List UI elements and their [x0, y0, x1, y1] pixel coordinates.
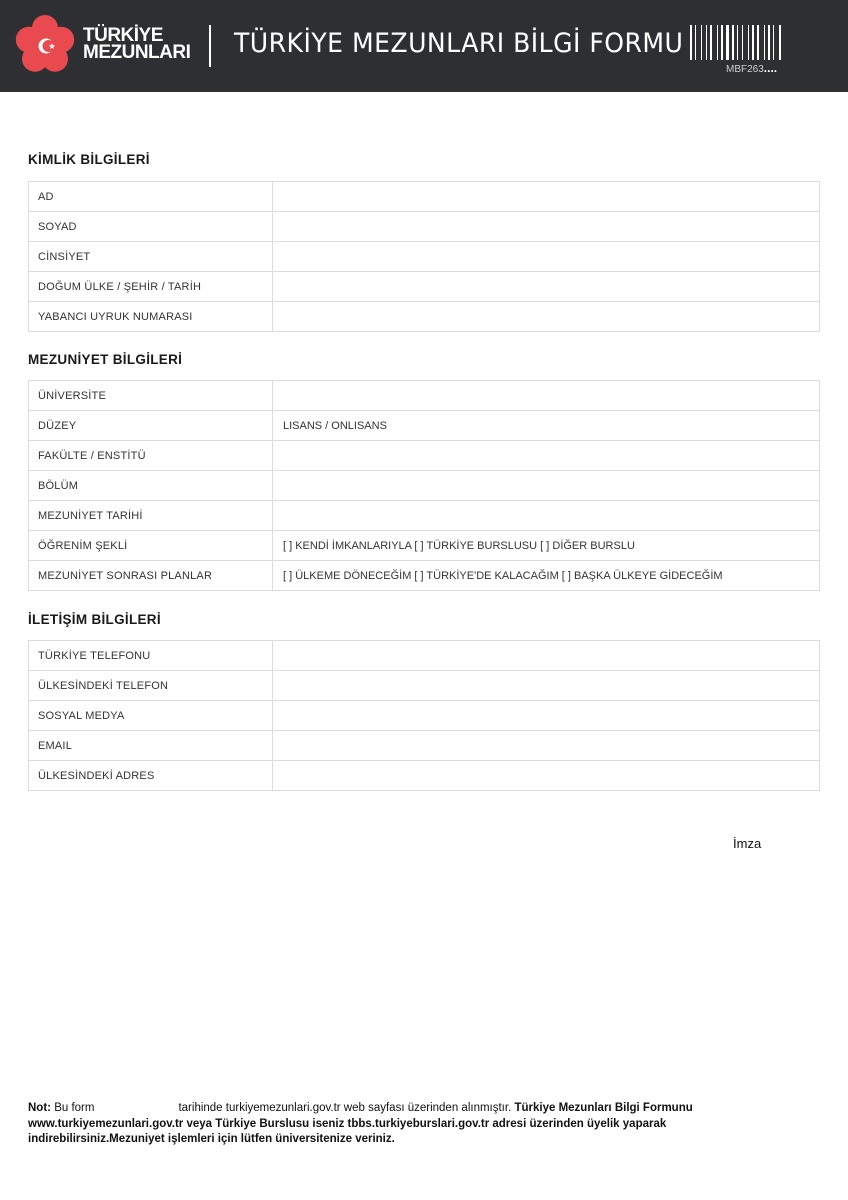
turkey-phone-label: TÜRKİYE TELEFONU [29, 641, 272, 670]
table-row [29, 701, 819, 730]
last-name-field[interactable] [273, 212, 819, 241]
gender-label: CİNSİYET [29, 242, 272, 271]
foreign-id-field[interactable] [273, 302, 819, 331]
table-row [29, 302, 819, 331]
department-label: BÖLÜM [29, 471, 272, 500]
table-row [29, 761, 819, 790]
birth-info-label: DOĞUM ÜLKE / ŞEHİR / TARİH [29, 272, 272, 301]
last-name-label: SOYAD [29, 212, 272, 241]
social-media-label: SOSYAL MEDYA [29, 701, 272, 730]
footer-note [28, 1101, 798, 1148]
birth-info-field[interactable] [273, 272, 819, 301]
table-row [29, 471, 819, 500]
table-row [29, 441, 819, 470]
post-graduation-plans-label: MEZUNİYET SONRASI PLANLAR [29, 561, 272, 590]
note-part-1: Bu form [54, 1102, 95, 1114]
table-row [29, 641, 819, 670]
page-title: TÜRKİYE MEZUNLARI BİLGİ FORMU [234, 28, 684, 59]
home-phone-label: ÜLKESİNDEKİ TELEFON [29, 671, 272, 700]
faculty-label: FAKÜLTE / ENSTİTÜ [29, 441, 272, 470]
table-row [29, 671, 819, 700]
study-type-label: ÖĞRENİM ŞEKLİ [29, 531, 272, 560]
turkiye-mezunlari-logo-icon [14, 14, 76, 76]
note-part-3: www.turkiyemezunlari.gov.tr veya Türkiye Burslusu iseniz tbbs.turkiyeburslari.gov.tr adresi üzerinden üyelik yaparak indirebilirsiniz.Mezuniyet işlemleri için lütfen üniversitenize veriniz. [28, 1117, 667, 1145]
note-prefix: Not: [28, 1102, 51, 1114]
note-part-2: tarihinde turkiyemezunlari.gov.tr web sayfası üzerinden alınmıştır. [178, 1102, 512, 1114]
form-code-value: MBF263 [726, 64, 764, 75]
table-row [29, 381, 819, 410]
table-row [29, 411, 819, 440]
turkey-phone-field[interactable] [273, 641, 819, 670]
identity-section-title: KİMLİK BİLGİLERİ [28, 152, 150, 167]
faculty-field[interactable] [273, 441, 819, 470]
social-media-field[interactable] [273, 701, 819, 730]
graduation-date-label: MEZUNİYET TARİHİ [29, 501, 272, 530]
degree-level-label: DÜZEY [29, 411, 272, 440]
university-field[interactable] [273, 381, 819, 410]
logo-line-1: TÜRKİYE [83, 25, 163, 46]
table-row [29, 272, 819, 301]
email-field[interactable] [273, 731, 819, 760]
table-row [29, 531, 819, 560]
post-graduation-plans-options[interactable]: [ ] ÜLKEME DÖNECEĞİM [ ] TÜRKİYE'DE KALACAĞIM [ ] BAŞKA ÜLKEYE GİDECEĞİM [273, 561, 819, 590]
table-row [29, 212, 819, 241]
identity-table [28, 181, 820, 332]
table-row [29, 501, 819, 530]
first-name-field[interactable] [273, 182, 819, 211]
barcode-icon [690, 25, 820, 60]
signature-label: İmza [733, 836, 762, 851]
home-phone-field[interactable] [273, 671, 819, 700]
logo-line-2: MEZUNLARI [83, 42, 191, 63]
table-row [29, 242, 819, 271]
gender-field[interactable] [273, 242, 819, 271]
home-address-field[interactable] [273, 761, 819, 790]
university-label: ÜNİVERSİTE [29, 381, 272, 410]
table-row [29, 182, 819, 211]
contact-table [28, 640, 820, 791]
header-divider [209, 25, 211, 67]
degree-level-field[interactable]: LISANS / ONLISANS [273, 411, 819, 440]
form-code [726, 61, 777, 75]
study-type-options[interactable]: [ ] KENDİ İMKANLARIYLA [ ] TÜRKİYE BURSLUSU [ ] DİĞER BURSLU [273, 531, 819, 560]
graduation-table [28, 380, 820, 591]
email-label: EMAIL [29, 731, 272, 760]
note-bold-phrase: Türkiye Mezunları Bilgi Formunu [514, 1102, 693, 1114]
table-row [29, 731, 819, 760]
logo-wordmark [83, 27, 190, 61]
department-field[interactable] [273, 471, 819, 500]
foreign-id-label: YABANCI UYRUK NUMARASI [29, 302, 272, 331]
first-name-label: AD [29, 182, 272, 211]
graduation-date-field[interactable] [273, 501, 819, 530]
graduation-section-title: MEZUNİYET BİLGİLERİ [28, 352, 183, 367]
table-row [29, 561, 819, 590]
page-header [0, 0, 848, 92]
form-code-suffix: .... [763, 61, 778, 75]
contact-section-title: İLETİŞİM BİLGİLERİ [28, 612, 161, 627]
home-address-label: ÜLKESİNDEKİ ADRES [29, 761, 272, 790]
